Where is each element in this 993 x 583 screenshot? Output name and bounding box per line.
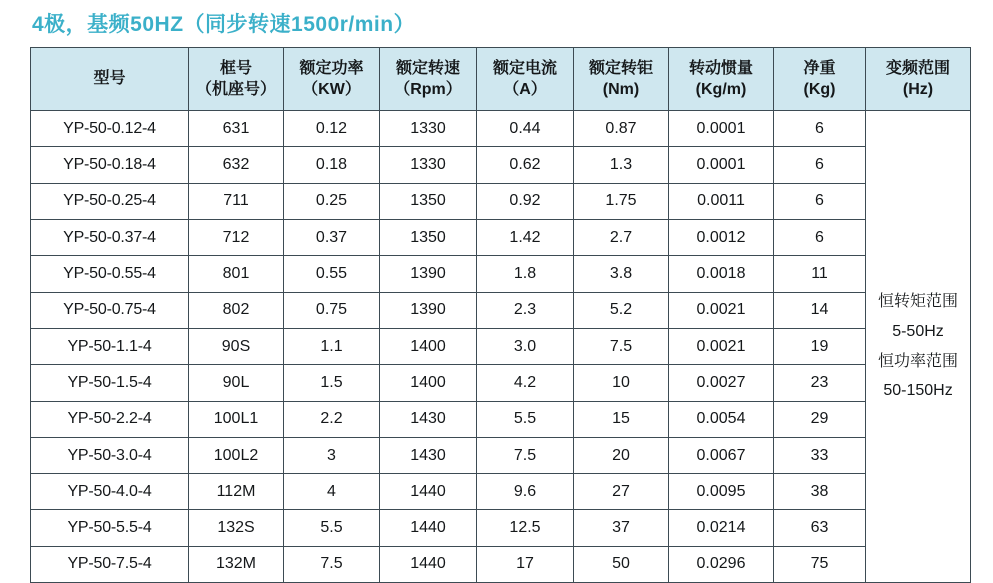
table-row	[31, 183, 971, 219]
table-row	[31, 437, 971, 473]
cell-torque: 5.2	[574, 292, 669, 328]
cell-frame: 132M	[189, 546, 284, 582]
cell-inertia: 0.0021	[669, 292, 774, 328]
table-row	[31, 328, 971, 364]
cell-model: YP-50-0.18-4	[31, 147, 189, 183]
cell-inertia: 0.0214	[669, 510, 774, 546]
cell-power: 3	[284, 437, 380, 473]
cell-power: 1.1	[284, 328, 380, 364]
table-row	[31, 510, 971, 546]
cell-torque: 50	[574, 546, 669, 582]
cell-speed: 1390	[380, 292, 477, 328]
cell-power: 0.18	[284, 147, 380, 183]
cell-model: YP-50-0.55-4	[31, 256, 189, 292]
header-line-2: （机座号）	[195, 81, 276, 99]
cell-current: 0.44	[477, 111, 574, 147]
motor-spec-table	[30, 47, 971, 583]
table-row	[31, 292, 971, 328]
cell-speed: 1400	[380, 328, 477, 364]
header-line-2: (Kg)	[803, 81, 836, 99]
header-line-1: 额定转速	[395, 59, 460, 77]
cell-power: 0.12	[284, 111, 380, 147]
column-header-frequency-range	[866, 48, 971, 111]
cell-torque: 1.3	[574, 147, 669, 183]
table-row	[31, 220, 971, 256]
cell-inertia: 0.0067	[669, 437, 774, 473]
cell-model: YP-50-5.5-4	[31, 510, 189, 546]
cell-speed: 1330	[380, 147, 477, 183]
cell-inertia: 0.0054	[669, 401, 774, 437]
column-header-current	[477, 48, 574, 111]
cell-inertia: 0.0095	[669, 474, 774, 510]
cell-frequency-range	[866, 111, 971, 583]
cell-power: 1.5	[284, 365, 380, 401]
cell-power: 2.2	[284, 401, 380, 437]
table-row	[31, 474, 971, 510]
cell-current: 7.5	[477, 437, 574, 473]
cell-current: 9.6	[477, 474, 574, 510]
freq-line-3: 恒功率范围	[877, 352, 958, 370]
cell-power: 0.37	[284, 220, 380, 256]
cell-frame: 801	[189, 256, 284, 292]
cell-weight: 11	[774, 256, 866, 292]
header-line-1: 额定功率	[299, 59, 364, 77]
column-header-torque	[574, 48, 669, 111]
header-line-1: 额定转钜	[588, 59, 653, 77]
cell-speed: 1400	[380, 365, 477, 401]
header-row	[31, 48, 971, 111]
header-line-2: (Nm)	[602, 81, 640, 99]
table-row	[31, 401, 971, 437]
cell-weight: 75	[774, 546, 866, 582]
header-line-1: 变频范围	[885, 59, 950, 77]
freq-line-1: 恒转矩范围	[877, 293, 958, 311]
cell-frame: 100L1	[189, 401, 284, 437]
header-line-1: 框号	[219, 59, 252, 77]
cell-power: 0.25	[284, 183, 380, 219]
column-header-inertia	[669, 48, 774, 111]
cell-speed: 1350	[380, 220, 477, 256]
cell-model: YP-50-0.37-4	[31, 220, 189, 256]
cell-weight: 38	[774, 474, 866, 510]
cell-frame: 90S	[189, 328, 284, 364]
cell-inertia: 0.0001	[669, 147, 774, 183]
cell-frame: 90L	[189, 365, 284, 401]
cell-weight: 19	[774, 328, 866, 364]
cell-power: 0.75	[284, 292, 380, 328]
cell-weight: 6	[774, 111, 866, 147]
cell-inertia: 0.0018	[669, 256, 774, 292]
cell-current: 1.8	[477, 256, 574, 292]
cell-weight: 29	[774, 401, 866, 437]
cell-current: 4.2	[477, 365, 574, 401]
cell-speed: 1390	[380, 256, 477, 292]
cell-inertia: 0.0011	[669, 183, 774, 219]
cell-inertia: 0.0012	[669, 220, 774, 256]
cell-speed: 1430	[380, 437, 477, 473]
table-header	[31, 48, 971, 111]
cell-torque: 3.8	[574, 256, 669, 292]
cell-current: 17	[477, 546, 574, 582]
cell-torque: 37	[574, 510, 669, 546]
cell-torque: 20	[574, 437, 669, 473]
cell-model: YP-50-0.75-4	[31, 292, 189, 328]
table-row	[31, 147, 971, 183]
cell-weight: 33	[774, 437, 866, 473]
column-header-weight	[774, 48, 866, 111]
cell-power: 0.55	[284, 256, 380, 292]
header-line-1: 额定电流	[492, 59, 557, 77]
cell-frame: 100L2	[189, 437, 284, 473]
cell-model: YP-50-1.5-4	[31, 365, 189, 401]
cell-weight: 14	[774, 292, 866, 328]
cell-frame: 711	[189, 183, 284, 219]
header-line-1: 转动惯量	[688, 59, 753, 77]
cell-inertia: 0.0027	[669, 365, 774, 401]
cell-speed: 1440	[380, 546, 477, 582]
cell-frame: 132S	[189, 510, 284, 546]
cell-current: 2.3	[477, 292, 574, 328]
cell-weight: 63	[774, 510, 866, 546]
header-line-2: （KW）	[302, 81, 361, 99]
column-header-power	[284, 48, 380, 111]
header-line-2: （Rpm）	[394, 81, 462, 99]
cell-torque: 10	[574, 365, 669, 401]
cell-model: YP-50-0.25-4	[31, 183, 189, 219]
cell-model: YP-50-3.0-4	[31, 437, 189, 473]
header-line-2: (Hz)	[902, 81, 934, 99]
column-header-speed	[380, 48, 477, 111]
cell-frame: 631	[189, 111, 284, 147]
cell-torque: 1.75	[574, 183, 669, 219]
cell-power: 5.5	[284, 510, 380, 546]
cell-weight: 6	[774, 147, 866, 183]
cell-torque: 15	[574, 401, 669, 437]
cell-current: 5.5	[477, 401, 574, 437]
cell-weight: 6	[774, 220, 866, 256]
cell-weight: 23	[774, 365, 866, 401]
cell-inertia: 0.0021	[669, 328, 774, 364]
cell-weight: 6	[774, 183, 866, 219]
table-row	[31, 365, 971, 401]
cell-frame: 112M	[189, 474, 284, 510]
cell-torque: 7.5	[574, 328, 669, 364]
cell-speed: 1430	[380, 401, 477, 437]
cell-torque: 27	[574, 474, 669, 510]
freq-line-2: 5-50Hz	[892, 323, 944, 341]
page-title: 4极，基频50HZ（同步转速1500r/min）	[32, 13, 416, 36]
cell-power: 7.5	[284, 546, 380, 582]
table-row	[31, 111, 971, 147]
header-line-1: 型号	[93, 70, 126, 88]
cell-inertia: 0.0001	[669, 111, 774, 147]
cell-current: 0.62	[477, 147, 574, 183]
header-line-2: （A）	[503, 81, 547, 99]
table-row	[31, 546, 971, 582]
table-row	[31, 256, 971, 292]
cell-torque: 0.87	[574, 111, 669, 147]
cell-model: YP-50-0.12-4	[31, 111, 189, 147]
header-line-1: 净重	[803, 59, 836, 77]
cell-frame: 632	[189, 147, 284, 183]
freq-line-4: 50-150Hz	[883, 382, 953, 400]
cell-model: YP-50-7.5-4	[31, 546, 189, 582]
cell-current: 12.5	[477, 510, 574, 546]
table-body	[31, 111, 971, 583]
column-header-frame	[189, 48, 284, 111]
cell-speed: 1440	[380, 474, 477, 510]
cell-power: 4	[284, 474, 380, 510]
cell-speed: 1440	[380, 510, 477, 546]
cell-current: 0.92	[477, 183, 574, 219]
cell-current: 3.0	[477, 328, 574, 364]
header-line-2: (Kg/m)	[695, 81, 747, 99]
cell-torque: 2.7	[574, 220, 669, 256]
cell-frame: 802	[189, 292, 284, 328]
column-header-model	[31, 48, 189, 111]
cell-inertia: 0.0296	[669, 546, 774, 582]
cell-model: YP-50-2.2-4	[31, 401, 189, 437]
cell-model: YP-50-1.1-4	[31, 328, 189, 364]
cell-speed: 1350	[380, 183, 477, 219]
cell-frame: 712	[189, 220, 284, 256]
cell-speed: 1330	[380, 111, 477, 147]
cell-model: YP-50-4.0-4	[31, 474, 189, 510]
cell-current: 1.42	[477, 220, 574, 256]
